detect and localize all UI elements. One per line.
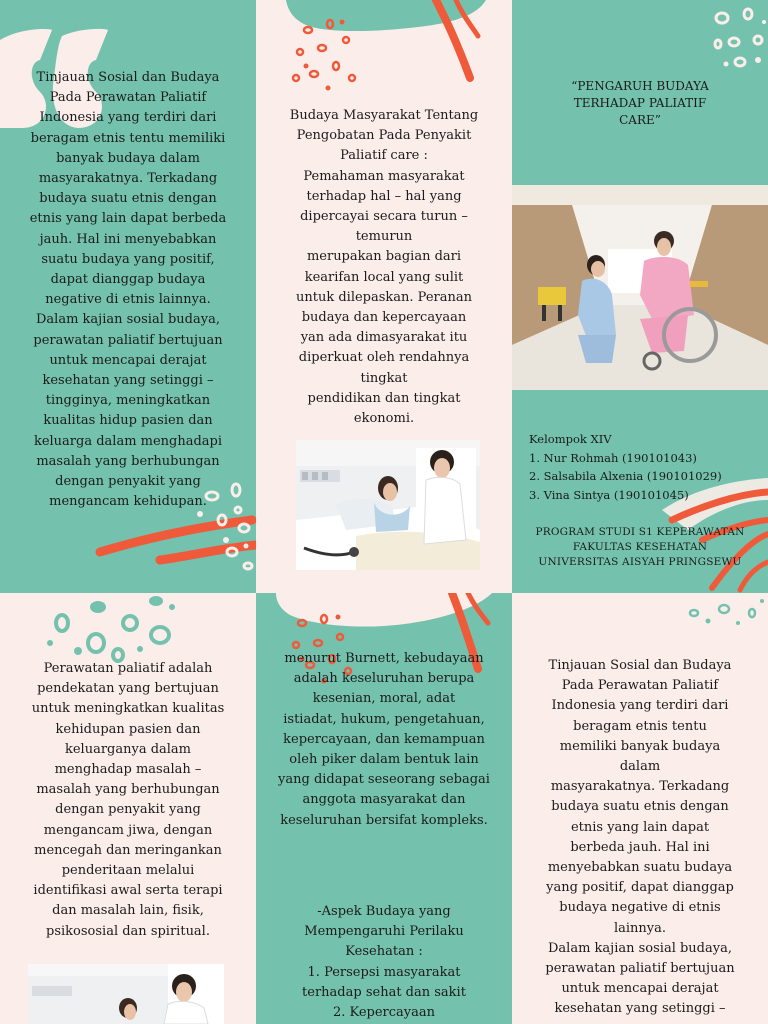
text-line: adalah keseluruhan berupa	[293, 671, 475, 687]
text-line: Mempengaruhi Perilaku	[304, 924, 464, 940]
text-line: etnis yang lain dapat	[570, 819, 710, 835]
text-line: kualitas hidup pasien dan	[43, 413, 213, 429]
brochure-title	[512, 78, 768, 129]
social-cultural-review-text	[512, 656, 768, 1020]
text-line: perawatan paliatif bertujuan	[33, 332, 223, 348]
text-line: kearifan local yang sulit	[304, 269, 464, 285]
text-line: Paliatif care :	[340, 148, 428, 164]
text-line: memiliki banyak budaya	[559, 738, 721, 754]
palliative-definition-text	[0, 659, 256, 942]
text-line: Perawatan paliatif adalah	[43, 661, 213, 676]
text-line: pendekatan yang bertujuan	[37, 681, 219, 697]
institution-info	[512, 525, 768, 570]
title-line: CARE”	[619, 113, 661, 127]
text-line: 1. Persepsi masyarakat	[307, 964, 461, 980]
text-line: dalam	[619, 759, 661, 775]
text-line: untuk meningkatkan kualitas	[31, 701, 225, 717]
text-line: budaya negative di etnis	[559, 900, 721, 916]
member-item: 1. Nur Rohmah (190101043)	[529, 450, 697, 465]
photo-nurse-with-patient-in-bed	[28, 964, 224, 1024]
member-item: 2. Salsabila Alxenia (190101029)	[529, 469, 722, 483]
text-line: penderitaan melalui	[61, 863, 195, 879]
text-line: kesehatan yang setinggi –	[554, 1001, 726, 1017]
text-line: suatu budaya yang positif,	[41, 251, 215, 267]
text-line: terhadap sehat dan sakit	[302, 984, 466, 1000]
text-line: Pemahaman masyarakat	[303, 168, 465, 184]
culture-aspects-text	[256, 902, 512, 1023]
text-line: Tinjauan Sosial dan Budaya	[548, 658, 732, 673]
text-line: yang positif, dapat dianggap	[546, 880, 734, 896]
text-line: menghadap masalah –	[54, 762, 202, 778]
text-line: Dalam kajian sosial budaya,	[36, 312, 220, 328]
community-culture-text	[256, 106, 512, 429]
institution-line: PROGRAM STUDI S1 KEPERAWATAN	[535, 526, 745, 538]
text-line: jauh. Hal ini menyebabkan	[39, 231, 217, 247]
text-line: beragam etnis tentu	[573, 718, 707, 734]
text-line: negative di etnis lainnya.	[45, 292, 211, 308]
panel-intro	[0, 0, 256, 593]
group-members	[529, 430, 722, 504]
text-line: Tinjauan Sosial dan Budaya	[36, 70, 220, 85]
text-line: istiadat, hukum, pengetahuan,	[283, 711, 485, 727]
text-line: masalah yang berhubungan	[36, 782, 220, 798]
text-line: budaya dan kepercayaan	[301, 310, 467, 326]
text-line: untuk mencapai derajat	[49, 352, 207, 368]
text-line: dengan penyakit yang	[55, 474, 201, 490]
text-line: tingginya, meningkatkan	[45, 393, 211, 409]
photo-nurse-with-patient-in-wheelchair	[512, 185, 768, 390]
text-line: Budaya Masyarakat Tentang	[289, 108, 479, 123]
text-line: etnis yang lain dapat berbeda	[29, 211, 227, 227]
text-line: psikososial dan spiritual.	[46, 923, 210, 939]
member-item: 3. Vina Sintya (190101045)	[529, 487, 689, 502]
text-line: banyak budaya dalam	[56, 150, 200, 166]
text-line: untuk mencapai derajat	[561, 981, 719, 997]
panel-community-culture	[256, 0, 512, 593]
institution-line: UNIVERSITAS AISYAH PRINGSEWU	[538, 556, 742, 568]
text-line: 2. Kepercayaan	[332, 1005, 436, 1021]
text-line: Kesehatan :	[345, 944, 423, 960]
text-line: kesenian, moral, adat	[312, 691, 456, 707]
text-line: dapat dianggap budaya	[50, 272, 206, 288]
text-line: Indonesia yang terdiri dari	[39, 110, 217, 126]
text-line: masalah yang berhubungan	[36, 453, 220, 469]
panel-social-cultural-review	[512, 593, 768, 1024]
text-line: masyarakatnya. Terkadang	[550, 779, 730, 795]
text-line: kepercayaan, dan kemampuan	[283, 731, 485, 747]
text-line: kehidupan pasien dan	[55, 721, 201, 737]
text-line: temurun	[355, 229, 413, 245]
text-line: Dalam kajian sosial budaya,	[548, 940, 732, 956]
title-line: TERHADAP PALIATIF	[573, 96, 707, 110]
text-line: mengancam kehidupan.	[49, 494, 207, 510]
text-line: perawatan paliatif bertujuan	[545, 961, 735, 977]
text-line: terhadap hal – hal yang	[306, 188, 462, 204]
text-line: budaya suatu etnis dengan	[551, 799, 729, 815]
text-line: keseluruhan bersifat kompleks.	[280, 812, 488, 828]
text-line: pendidikan dan tingkat	[307, 390, 461, 406]
text-line: masyarakatnya. Terkadang	[38, 171, 218, 187]
text-line: -Aspek Budaya yang	[317, 904, 451, 919]
text-line: menurut Burnett, kebudayaan	[284, 651, 484, 666]
text-line: budaya suatu etnis dengan	[39, 191, 217, 207]
panel-cover	[512, 0, 768, 593]
decoration-brush	[100, 520, 256, 560]
text-line: menyebabkan suatu budaya	[547, 860, 733, 876]
text-line: untuk dilepaskan. Peranan	[295, 289, 472, 305]
text-line: diperkuat oleh rendahnya	[298, 350, 470, 366]
text-line: merupakan bagian dari	[306, 249, 462, 265]
culture-definition-text	[256, 649, 512, 831]
text-line: mengancam jiwa, dengan	[43, 822, 213, 838]
text-line: dan masalah lain, fisik,	[52, 903, 204, 919]
text-line: dipercayai secara turun –	[300, 209, 468, 225]
text-line: oleh piker dalam bentuk lain	[289, 752, 479, 768]
text-line: identifikasi awal serta terapi	[33, 883, 223, 899]
title-line: “PENGARUH BUDAYA	[571, 79, 709, 93]
text-line: keluarganya dalam	[64, 741, 192, 757]
text-line: ekonomi.	[353, 411, 415, 427]
text-line: Indonesia yang terdiri dari	[551, 698, 729, 714]
text-line: yan ada dimasyarakat itu	[300, 330, 468, 346]
text-line: lainnya.	[613, 920, 667, 936]
text-line: beragam etnis tentu memiliki	[30, 130, 226, 146]
text-line: berbeda jauh. Hal ini	[570, 839, 710, 855]
text-line: Pengobatan Pada Penyakit	[296, 128, 472, 144]
text-line: yang didapat seseorang sebagai	[278, 772, 490, 788]
intro-text	[0, 68, 256, 512]
panel-culture-definition	[256, 593, 512, 1024]
text-line: dengan penyakit yang	[55, 802, 201, 818]
text-line: kesehatan yang setinggi –	[42, 373, 214, 389]
text-line: tingkat	[360, 370, 408, 386]
text-line: Pada Perawatan Paliatif	[561, 678, 719, 694]
panel-palliative-definition	[0, 593, 256, 1024]
group-name: Kelompok XIV	[529, 432, 612, 446]
text-line: mencegah dan meringankan	[34, 842, 222, 858]
text-line: Pada Perawatan Paliatif	[49, 90, 207, 106]
institution-line: FAKULTAS KESEHATAN	[572, 541, 708, 553]
text-line: anggota masyarakat dan	[302, 792, 466, 808]
photo-nurse-with-patient-in-bed	[296, 440, 480, 570]
text-line: keluarga dalam menghadapi	[33, 433, 223, 449]
